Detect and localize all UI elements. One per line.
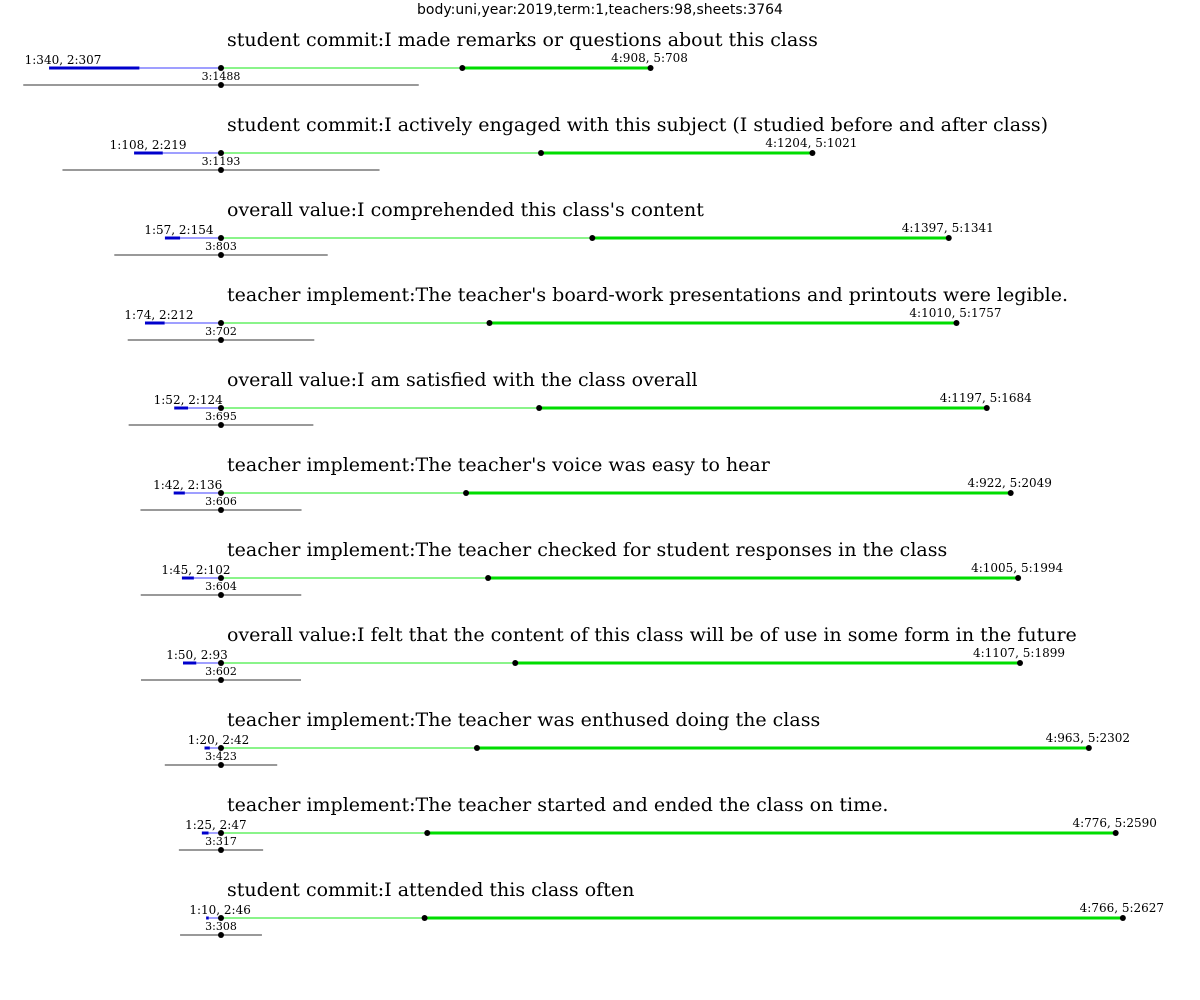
data-label-neutral: 3:1193 <box>201 155 241 168</box>
chart-row <box>23 29 818 88</box>
data-label-high: 4:963, 5:2302 <box>1045 731 1131 745</box>
data-label-neutral: 3:602 <box>205 665 237 678</box>
row-label: overall value:I comprehended this class's content <box>227 199 704 221</box>
data-label-neutral: 3:317 <box>205 835 237 848</box>
score-4-dot <box>485 575 491 581</box>
row-label: teacher implement:The teacher's voice was easy to hear <box>227 454 770 476</box>
data-label-high: 4:766, 5:2627 <box>1079 901 1165 915</box>
score-4-dot <box>424 830 430 836</box>
data-label-high: 4:1010, 5:1757 <box>909 306 1002 320</box>
chart-row <box>179 794 1157 853</box>
score-4-dot <box>536 405 542 411</box>
chart-row <box>141 539 1064 598</box>
data-label-high: 4:1107, 5:1899 <box>972 646 1066 660</box>
score-5-dot <box>1120 915 1126 921</box>
data-label-neutral: 3:606 <box>205 495 237 508</box>
chart-row <box>180 879 1164 938</box>
data-label-low: 1:52, 2:124 <box>153 393 223 407</box>
chart-rows <box>23 29 1164 938</box>
chart-row <box>124 284 1068 343</box>
data-label-high: 4:908, 5:708 <box>611 51 688 65</box>
data-label-low: 1:25, 2:47 <box>185 818 247 832</box>
chart-row <box>165 709 1130 768</box>
row-label: student commit:I made remarks or questions about this class <box>227 29 818 51</box>
score-5-dot <box>1008 490 1014 496</box>
data-label-high: 4:1397, 5:1341 <box>901 221 994 235</box>
data-label-neutral: 3:604 <box>205 580 237 593</box>
data-label-low: 1:20, 2:42 <box>187 733 250 747</box>
chart-row <box>114 199 994 258</box>
data-label-high: 4:1005, 5:1994 <box>971 561 1064 575</box>
chart-row <box>129 369 1033 428</box>
score-5-dot <box>946 235 952 241</box>
data-label-low: 1:42, 2:136 <box>153 478 223 492</box>
data-label-neutral: 3:803 <box>205 240 237 253</box>
data-label-low: 1:108, 2:219 <box>109 138 187 152</box>
data-label-high: 4:776, 5:2590 <box>1072 816 1157 830</box>
score-5-dot <box>1017 660 1023 666</box>
row-label: teacher implement:The teacher started and ended the class on time. <box>227 794 889 816</box>
chart-row <box>140 454 1051 513</box>
data-label-low: 1:57, 2:154 <box>144 223 214 237</box>
data-label-neutral: 3:702 <box>205 325 237 338</box>
row-label: student commit:I attended this class often <box>227 879 635 901</box>
data-label-low: 1:45, 2:102 <box>161 563 231 577</box>
score-4-dot <box>512 660 518 666</box>
data-label-low: 1:340, 2:307 <box>24 53 102 67</box>
score-5-dot <box>1086 745 1092 751</box>
row-label: teacher implement:The teacher was enthused doing the class <box>227 709 821 731</box>
score-5-dot <box>809 150 815 156</box>
score-4-dot <box>474 745 480 751</box>
row-label: overall value:I am satisfied with the class overall <box>227 369 698 391</box>
score-5-dot <box>648 65 654 71</box>
chart-row <box>62 114 1048 173</box>
data-label-neutral: 3:1488 <box>201 70 241 83</box>
data-label-high: 4:922, 5:2049 <box>967 476 1052 490</box>
row-label: student commit:I actively engaged with this subject (I studied before and after class) <box>227 114 1048 136</box>
data-label-neutral: 3:308 <box>205 920 237 933</box>
chart-row <box>141 624 1077 683</box>
chart-title: body:uni,year:2019,term:1,teachers:98,sheets:3764 <box>417 2 783 18</box>
data-label-low: 1:10, 2:46 <box>189 903 251 917</box>
score-4-dot <box>538 150 544 156</box>
score-4-dot <box>463 490 469 496</box>
score-4-dot <box>422 915 428 921</box>
data-label-high: 4:1197, 5:1684 <box>939 391 1032 405</box>
data-label-low: 1:50, 2:93 <box>166 648 228 662</box>
score-4-dot <box>459 65 465 71</box>
data-label-neutral: 3:695 <box>205 410 237 423</box>
score-5-dot <box>953 320 959 326</box>
data-label-low: 1:74, 2:212 <box>124 308 194 322</box>
score-5-dot <box>1015 575 1021 581</box>
data-label-high: 4:1204, 5:1021 <box>765 136 858 150</box>
score-5-dot <box>984 405 990 411</box>
data-label-neutral: 3:423 <box>205 750 237 763</box>
row-label: teacher implement:The teacher checked for student responses in the class <box>227 539 948 561</box>
score-5-dot <box>1113 830 1119 836</box>
row-label: teacher implement:The teacher's board-work presentations and printouts were legible. <box>227 284 1068 306</box>
score-4-dot <box>589 235 595 241</box>
row-label: overall value:I felt that the content of this class will be of use in some form in the future <box>227 624 1077 646</box>
score-4-dot <box>486 320 492 326</box>
